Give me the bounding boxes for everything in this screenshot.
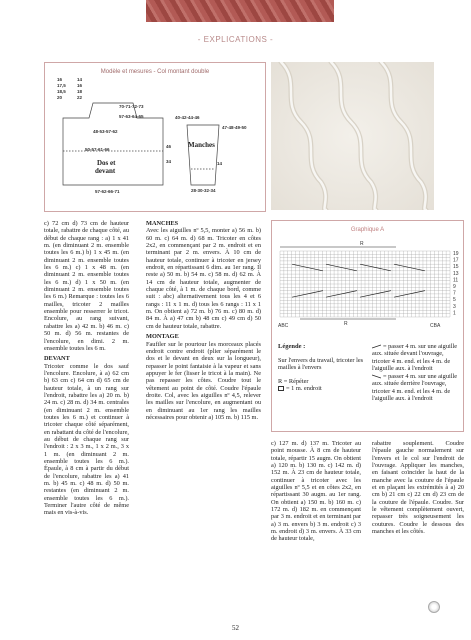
left-size-1: 16 [57, 77, 63, 82]
top-photo-strip [146, 0, 334, 22]
legend-right [372, 343, 462, 402]
left-size-2: 17,5 [57, 83, 66, 88]
diagram-drawing [45, 63, 267, 213]
chart-right-letters: CBA [430, 323, 441, 329]
chart-row-number: 7 [453, 290, 456, 297]
cable-pattern-image [271, 62, 434, 210]
chart-row-number: 17 [453, 257, 459, 264]
section-header: - EXPLICATIONS - [197, 35, 274, 44]
chart-row-number: 13 [453, 270, 459, 277]
col1-para-2: Tricoter comme le dos sauf l'encolure. Encolure, à a) 62 cm b) 63 cm c) 64 cm d) 65 cm de hauteur totale, à un rang sur l'endroit, rabattre les a) 20 m. b) 24 m. c) 28 m. d) 34 m. centrales (en diminuant 2 m. ensemble toutes les 6 m.) et continuer à tricoter chaque côté séparément, en rabattant du côté de l'encolure, au début de chaque rang sur l'endroit : 2 x 3 m., 1 x 2 m., 3 x 1 m. (en diminuant 2 m. ensemble toutes les 6 m.). Épaule, à 8 cm à partir du début de l'encolure, rabattre les a) 41 m. b) 45 m. c) 48 m. d) 50 m. restantes (en diminuant 2 m. ensemble toutes les 6 m.). Terminer l'autre côté de même mais en vis-à-vis. [44, 362, 129, 517]
legend-cable-front: = passer 4 m. sur une aiguille aux. située devant l'ouvrage, tricoter 4 m. end. et les 4 m. de l'aiguille aux. à l'endroit [372, 343, 458, 372]
left-size-3: 18,5 [57, 89, 66, 94]
legend-one-right: = 1 m. endroit [286, 384, 322, 392]
legend-intro: Sur l'envers du travail, tricoter les mailles à l'envers [278, 357, 364, 372]
chart-row-number: 5 [453, 297, 456, 304]
col4-para-1: rabattre souplement. Coudre l'épaule gauche normalement sur l'envers et le col sur l'endroit de l'ouvrage. Appliquer les manches, en faisant coïncider la haut de la manche avec la couture de l'épaule et en plaçant les extrémités à a) 20 cm b) 21 cm c) 22 cm d) 23 cm de la couture de l'épaule. Coudre. Sur le vêtement complètement ouvert, repasser très soigneusement les coutures. Coudre le dessous des manches et les côtés. [372, 440, 464, 536]
side-height: 46 [166, 144, 172, 149]
chart-title: Graphique A [350, 227, 385, 233]
waist-height: 34 [166, 159, 172, 164]
chart-row-number: 11 [453, 277, 459, 284]
section-manches: MANCHES [146, 220, 179, 227]
diagram-title: Modèle et mesures - Col montant double [100, 69, 210, 75]
measurement-diagram [44, 62, 266, 212]
cable-front-icon [372, 344, 381, 349]
col2-para-2: Faufiler sur le pourtour les morceaux placés endroit contre endroit (plier séparément le dos et le devant en deux sur la longueur), repasser le point fantaisie à la vapeur et sans appuyer le fer (lisser le tricot à la main). Ne pas repasser les côtes. Coudre tout le vêtement au point de côté. Coudre l'épaule droite. Col, avec les aiguilles nº 4,5, relever les mailles sur l'encolure, en augmentant ou en diminuant au 1er rang les mailles nécessaires pour obtenir a) 105 m. b) 115 m. [146, 340, 261, 421]
body-name-2: devant [95, 167, 116, 175]
chart-row-number: 15 [453, 264, 459, 271]
right-size-4: 22 [77, 95, 83, 100]
text-column-4 [372, 440, 464, 535]
knit-texture-photo [271, 62, 434, 210]
page-number: 52 [232, 624, 239, 632]
sleeve-length: 47-48-49-50 [222, 125, 247, 130]
legend-repeat: R = Répéter [278, 377, 309, 385]
chart-row-number: 1 [453, 310, 456, 317]
side-width: 50-57-61-66 [85, 147, 110, 152]
shoulder-width: 48-53-57-62 [93, 129, 118, 134]
section-devant: DEVANT [44, 355, 70, 363]
sleeve-outline [187, 125, 219, 185]
chart-row-number: 9 [453, 284, 456, 290]
legend-left [278, 357, 366, 392]
chart-left-letters: ABC [278, 323, 289, 329]
yarn-logo-icon [428, 601, 440, 613]
right-size-1: 14 [77, 77, 83, 82]
legend-heading: Légende : [278, 343, 306, 350]
chart-row-number: 3 [453, 303, 456, 310]
col3-para-1: c) 127 m. d) 137 m. Tricoter au point mousse. À 8 cm de hauteur totale, répartir 15 augm. On obtient a) 120 m. b) 130 m. c) 142 m. d) 152 m. À 23 cm de hauteur totale, continuer à tricoter avec les aiguilles nº 5,5 et en côtes 2x2, en répartissant 30 augm. au 1er rang. On obtient a) 150 m. b) 160 m. c) 172 m. d) 182 m. en commençant par 3 m. endroit et en terminant par a) 3 m. envers b) 3 m. endroit c) 3 m. endroit d) 3 m. envers. À 33 cm de hauteur totale, [271, 440, 361, 543]
sleeve-top: 40-42-44-46 [175, 115, 200, 120]
legend-cable-back: = passer 4 m. sur une aiguille aux. située derrière l'ouvrage, tricoter 4 m. end. et les 4 m. de l'aiguille aux. à l'endroit [372, 373, 458, 403]
body-name-1: Dos et [97, 159, 116, 167]
left-size-4: 20 [57, 95, 63, 100]
text-column-3 [271, 440, 361, 543]
cable-back-icon [372, 374, 381, 379]
neck-label: 70-71-72-73 [119, 104, 144, 109]
sleeve-bottom: 28-30-32-34 [191, 188, 216, 193]
sleeve-cuff: 14 [217, 161, 223, 166]
right-size-2: 16 [77, 83, 83, 88]
col2-para-1: Avec les aiguilles nº 5,5, monter a) 56 m. b) 60 m. c) 64 m. d) 68 m. Tricoter en côtes 2x2, en commençant par 2 m. endroit et en terminant par 2 m. envers. À 10 cm de hauteur totale, continuer à tricoter en jersey endroit, en répartissant 6 dim. au 1er rang. Il reste a) 50 m. b) 54 m. c) 58 m. d) 62 m. À 14 cm de hauteur totale, augmenter de chaque côté, à 1 m. de chaque bord, comme suit : abc) alternativement tous les 4 et 6 rangs : 11 x 1 m. d) tous les 6 rangs : 11 x 1 m. On obtient a) 72 m. b) 76 m. c) 80 m. d) 84 m. À a) 47 cm b) 48 cm c) 49 cm d) 50 cm de hauteur totale, rabattre. [146, 227, 261, 330]
knitting-grid [272, 221, 465, 341]
right-size-3: 18 [77, 89, 83, 94]
square-icon [278, 386, 284, 391]
chart-row-number: 19 [453, 251, 459, 257]
section-montage: MONTAGE [146, 333, 179, 341]
chart-repeat-bottom: R [344, 321, 348, 327]
text-column-2 [146, 220, 261, 421]
body-bottom: 57-62-66-71 [95, 189, 120, 194]
col1-para-1: c) 72 cm d) 73 cm de hauteur totale, rabattre de chaque côté, au début de chaque rang : a) 1 x 41 m. (en diminuant 2 m. ensemble toutes les 6 m.) b) 1 x 45 m. (en diminuant 2 m. ensemble toutes les 6 m.) c) 1 x 48 m. (en diminuant 2 m. ensemble toutes les 6 m.) d) 1 x 50 m. (en diminuant 2 m. ensemble toutes les 6 m.) Remarque : toutes les 6 mailles, tricoter 2 mailles ensemble pour resserrer le tricot. Encolure, au rang suivant, rabattre les a) 42 m. b) 46 m. c) 50 m. d) 56 m. restantes de l'encolure, en dimi. 2 m. ensemble toutes les 6 m. [44, 220, 129, 352]
text-column-1 [44, 220, 129, 517]
neck-rows: 57-63-64-65 [119, 114, 144, 119]
chart-repeat-top: R [360, 241, 364, 247]
sleeve-name: Manches [188, 141, 215, 149]
